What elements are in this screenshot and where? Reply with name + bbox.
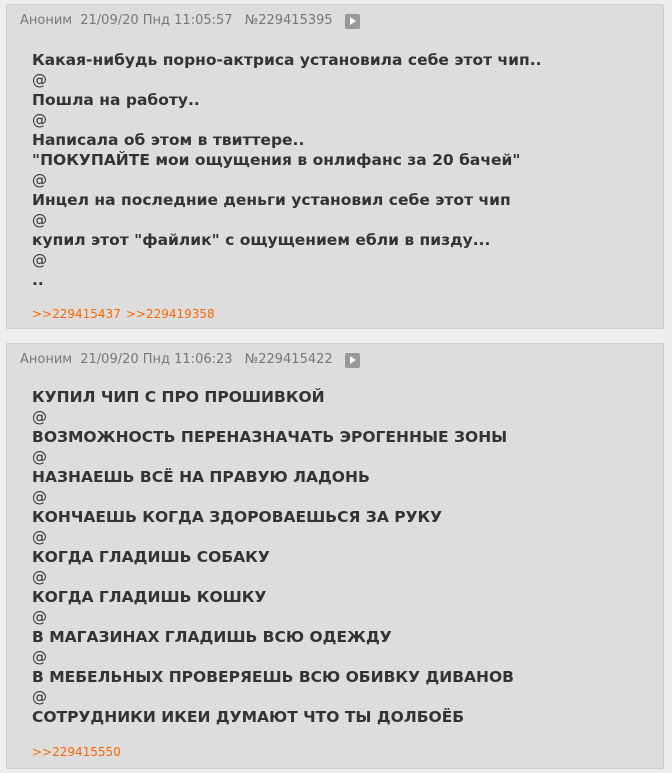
message-separator: @ [32, 688, 47, 706]
message-line: Написала об этом в твиттере.. [32, 131, 305, 149]
post-message [32, 50, 542, 290]
message-separator: @ [32, 488, 47, 506]
message-separator: @ [32, 211, 47, 229]
message-line: НАЗНАЕШЬ ВСЁ НА ПРАВУЮ ЛАДОНЬ [32, 468, 370, 486]
post-message [32, 387, 514, 727]
message-line: В МАГАЗИНАХ ГЛАДИШЬ ВСЮ ОДЕЖДУ [32, 628, 392, 646]
message-separator: @ [32, 648, 47, 666]
message-line: КОГДА ГЛАДИШЬ СОБАКУ [32, 548, 270, 566]
message-line: СОТРУДНИКИ ИКЕИ ДУМАЮТ ЧТО ТЫ ДОЛБОЁБ [32, 708, 465, 726]
post-number-link[interactable]: №229415395 [244, 13, 333, 28]
post-header [20, 12, 360, 31]
post-date: 21/09/20 Пнд 11:05:57 [80, 13, 233, 28]
message-line: КОНЧАЕШЬ КОГДА ЗДОРОВАЕШЬСЯ ЗА РУКУ [32, 508, 443, 526]
message-line: ВОЗМОЖНОСТЬ ПЕРЕНАЗНАЧАТЬ ЭРОГЕННЫЕ ЗОНЫ [32, 428, 508, 446]
post-author: Аноним [20, 352, 73, 367]
message-line: купил этот "файлик" с ощущением ебли в пизду... [32, 231, 491, 249]
post-header [20, 351, 360, 370]
reply-link[interactable]: >>229415550 [32, 745, 121, 759]
message-line: Инцел на последние деньги установил себе этот чип [32, 191, 511, 209]
reply-link[interactable]: >>229419358 [125, 307, 215, 321]
post [6, 4, 664, 329]
play-icon[interactable] [345, 353, 360, 368]
message-separator: @ [32, 568, 47, 586]
message-line: "ПОКУПАЙТЕ мои ощущения в онлифанс за 20 бачей" [32, 151, 521, 169]
post [6, 343, 664, 769]
message-separator: @ [32, 608, 47, 626]
message-separator: @ [32, 171, 47, 189]
post-replies [32, 745, 126, 759]
message-line: .. [32, 271, 44, 289]
play-icon[interactable] [345, 14, 360, 29]
message-separator: @ [32, 71, 47, 89]
message-line: Какая-нибудь порно-актриса установила себе этот чип.. [32, 51, 542, 69]
message-line: КОГДА ГЛАДИШЬ КОШКУ [32, 588, 267, 606]
message-separator: @ [32, 528, 47, 546]
post-date: 21/09/20 Пнд 11:06:23 [80, 352, 233, 367]
message-separator: @ [32, 111, 47, 129]
post-number-link[interactable]: №229415422 [244, 352, 333, 367]
post-author: Аноним [20, 13, 73, 28]
post-replies [32, 307, 220, 321]
reply-link[interactable]: >>229415437 [32, 307, 121, 321]
message-line: КУПИЛ ЧИП С ПРО ПРОШИВКОЙ [32, 388, 325, 406]
message-separator: @ [32, 408, 47, 426]
message-line: Пошла на работу.. [32, 91, 200, 109]
message-line: В МЕБЕЛЬНЫХ ПРОВЕРЯЕШЬ ВСЮ ОБИВКУ ДИВАНОВ [32, 668, 514, 686]
message-separator: @ [32, 251, 47, 269]
message-separator: @ [32, 448, 47, 466]
